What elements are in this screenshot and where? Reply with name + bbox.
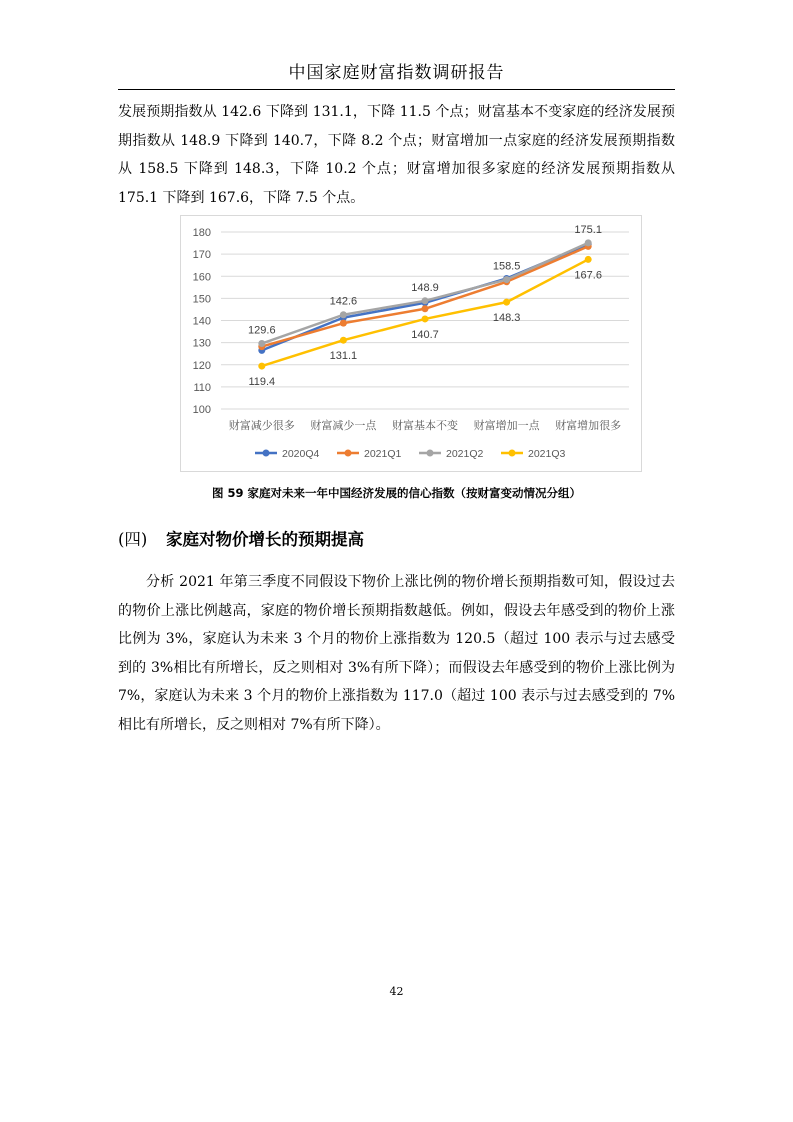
intro-paragraph — [118, 98, 675, 212]
legend-entry: 2021Q1 — [364, 448, 402, 460]
data-point — [340, 337, 347, 344]
y-tick-label: 120 — [192, 359, 211, 372]
section-heading — [118, 526, 675, 550]
legend-swatch-marker — [427, 450, 434, 457]
section-title: 家庭对物价增长的预期提高 — [166, 530, 364, 549]
section-number: (四) — [118, 530, 148, 549]
body-paragraph — [118, 568, 675, 739]
y-tick-label: 160 — [192, 271, 211, 284]
data-point — [422, 315, 429, 322]
running-header: 中国家庭财富指数调研报告 — [288, 63, 505, 83]
series-line — [262, 259, 588, 366]
data-label: 131.1 — [329, 350, 358, 363]
data-label: 158.5 — [492, 260, 521, 273]
chart-canvas — [181, 216, 641, 471]
y-tick-label: 130 — [192, 337, 211, 350]
data-label: 175.1 — [574, 223, 602, 236]
y-tick-label: 170 — [192, 249, 211, 262]
data-label: 142.6 — [329, 295, 358, 308]
header-rule — [118, 89, 675, 90]
data-label: 129.6 — [248, 324, 276, 337]
x-tick-label: 财富增加很多 — [555, 420, 622, 432]
legend-swatch-marker — [345, 450, 352, 457]
data-point — [503, 276, 510, 283]
data-point — [503, 299, 510, 306]
y-tick-label: 180 — [192, 227, 211, 239]
legend-entry: 2021Q2 — [446, 448, 484, 460]
data-point — [258, 363, 265, 370]
data-point — [340, 311, 347, 318]
data-point — [585, 256, 592, 263]
x-tick-label: 财富增加一点 — [473, 420, 540, 432]
data-point — [340, 320, 347, 327]
data-point — [422, 297, 429, 304]
legend-swatch-marker — [509, 450, 516, 457]
legend-entry: 2020Q4 — [282, 448, 320, 460]
data-label: 140.7 — [411, 328, 439, 341]
y-tick-label: 150 — [192, 293, 211, 306]
legend-entry: 2021Q3 — [528, 448, 566, 460]
data-label: 148.3 — [492, 312, 521, 325]
x-tick-label: 财富基本不变 — [392, 420, 458, 432]
y-tick-label: 110 — [193, 381, 211, 394]
data-point — [585, 239, 592, 246]
intro-paragraph-text: 发展预期指数从 142.6 下降到 131.1，下降 11.5 个点；财富基本不变家庭的经济发展预期指数从 148.9 下降到 140.7，下降 8.2 个点；财富增加一点家庭的经济发展预期指数从 158.5 下降到 148.3，下降 10.2 个点；财富增加很多家庭的经济发展预期指数从 175.1 下降到 167.6，下降 7.5 个点。 — [118, 104, 675, 206]
data-label: 119.4 — [248, 376, 276, 389]
data-point — [422, 305, 429, 312]
x-tick-label: 财富减少很多 — [228, 420, 295, 432]
y-tick-label: 100 — [192, 404, 211, 416]
figure-caption: 图 59 家庭对未来一年中国经济发展的信心指数（按财富变动情况分组） — [211, 486, 581, 500]
legend-swatch-marker — [263, 450, 270, 457]
page-number: 42 — [389, 985, 404, 998]
data-label: 148.9 — [411, 281, 439, 294]
data-point — [258, 340, 265, 347]
x-tick-label: 财富减少一点 — [310, 420, 377, 432]
y-tick-label: 140 — [192, 315, 211, 328]
data-label: 167.6 — [574, 269, 602, 282]
line-chart — [180, 215, 642, 472]
body-paragraph-text: 分析 2021 年第三季度不同假设下物价上涨比例的物价增长预期指数可知，假设过去的物价上涨比例越高，家庭的物价增长预期指数越低。例如，假设去年感受到的物价上涨比例为 3%，家庭认为未来 3 个月的物价上涨指数为 120.5（超过 100 表示与过去感受到的 3%相比有所增长，反之则相对 3%有所下降）；而假设去年感受到的物价上涨比例为 7%，家庭认为未来 3 个月的物价上涨指数为 117.0（超过 100 表示与过去感受到的 7%相比有所增长，反之则相对 7%有所下降）。 — [118, 574, 675, 733]
